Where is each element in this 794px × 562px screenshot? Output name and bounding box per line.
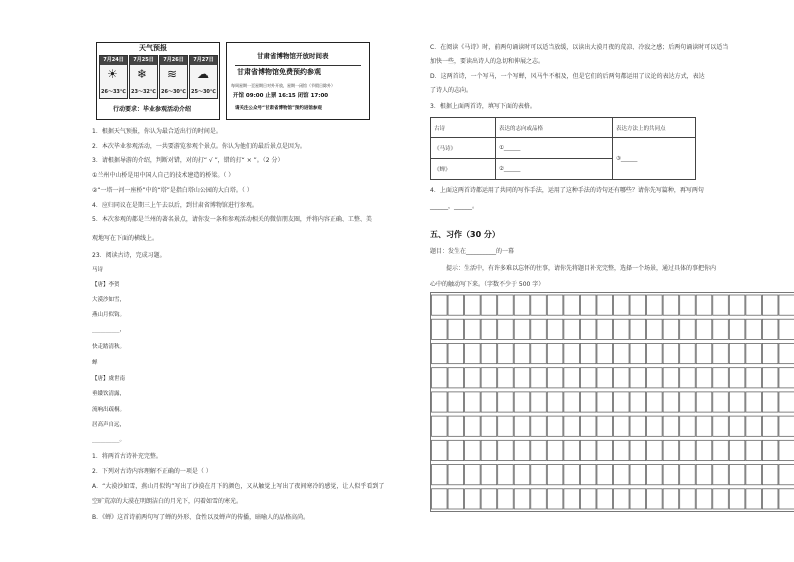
grid-cell[interactable]	[746, 368, 762, 388]
weather-day-3: 7月26日 ≋ 26～30℃	[159, 55, 188, 99]
grid-cell[interactable]	[680, 295, 696, 315]
grid-cell[interactable]	[630, 489, 646, 509]
grid-cell[interactable]	[663, 416, 679, 436]
left-q3: 3．请根据导游的介绍，判断对错，对的打“ √ ”，错的打“ × ”。（2 分）	[92, 157, 284, 164]
table-header-common: 表达方法上的共同点	[613, 118, 696, 138]
grid-cell[interactable]	[432, 343, 448, 363]
poem2-line2: 流响出疏桐。	[92, 407, 126, 413]
grid-cell[interactable]	[713, 465, 729, 485]
grid-cell[interactable]	[498, 319, 514, 339]
grid-cell[interactable]	[531, 319, 547, 339]
table-common-answer[interactable]: ③______	[613, 138, 696, 180]
grid-cell[interactable]	[762, 416, 778, 436]
grid-cell[interactable]	[614, 465, 630, 485]
grid-cell[interactable]	[647, 392, 663, 412]
section-5-heading: 五、习作（30 分）	[430, 230, 500, 239]
poem2-title: 蝉	[92, 360, 98, 366]
option-a-line1: A．“大漠沙如雪，燕山月似钩”写出了沙漠在月下的颜色，又从触觉上写出了夜间寒冷的感觉，让人似乎看到了	[92, 483, 385, 490]
grid-cell[interactable]	[647, 465, 663, 485]
grid-cell[interactable]	[729, 368, 745, 388]
table-row-answer[interactable]: ②______	[496, 159, 613, 180]
grid-cell[interactable]	[498, 392, 514, 412]
grid-cell[interactable]	[779, 465, 794, 485]
grid-cell[interactable]	[746, 465, 762, 485]
grid-cell[interactable]	[597, 392, 613, 412]
grid-cell[interactable]	[547, 319, 563, 339]
grid-cell[interactable]	[614, 343, 630, 363]
grid-cell[interactable]	[448, 465, 464, 485]
grid-cell[interactable]	[630, 416, 646, 436]
grid-cell[interactable]	[498, 416, 514, 436]
right-q4-line2[interactable]: ______，______。	[430, 203, 479, 210]
grid-cell[interactable]	[663, 392, 679, 412]
grid-cell[interactable]	[696, 440, 712, 460]
grid-cell[interactable]	[779, 319, 794, 339]
grid-cell[interactable]	[647, 319, 663, 339]
grid-cell[interactable]	[465, 465, 481, 485]
grid-cell[interactable]	[696, 295, 712, 315]
grid-cell[interactable]	[597, 319, 613, 339]
left-q5a: 5．本次参观的都是兰州的著名景点，请你发一条和参观活动相关的微信朋友圈，并将内容正确、工整、美	[92, 216, 372, 223]
grid-cell[interactable]	[564, 368, 580, 388]
grid-cell[interactable]	[514, 368, 530, 388]
poem2-line4[interactable]: __________。	[92, 437, 126, 443]
grid-cell[interactable]	[597, 295, 613, 315]
grid-cell[interactable]	[696, 368, 712, 388]
table-row-poem: 《蝉》	[431, 159, 496, 180]
grid-cell[interactable]	[547, 392, 563, 412]
grid-cell[interactable]	[465, 392, 481, 412]
grid-cell[interactable]	[432, 368, 448, 388]
grid-cell[interactable]	[580, 489, 596, 509]
grid-cell[interactable]	[481, 343, 497, 363]
grid-cell[interactable]	[465, 416, 481, 436]
grid-cell[interactable]	[580, 392, 596, 412]
grid-cell[interactable]	[465, 319, 481, 339]
grid-cell[interactable]	[547, 440, 563, 460]
grid-cell[interactable]	[514, 319, 530, 339]
grid-cell[interactable]	[564, 392, 580, 412]
grid-cell[interactable]	[580, 319, 596, 339]
grid-cell[interactable]	[713, 319, 729, 339]
grid-cell[interactable]	[448, 295, 464, 315]
grid-cell[interactable]	[762, 319, 778, 339]
grid-cell[interactable]	[481, 368, 497, 388]
grid-cell[interactable]	[514, 295, 530, 315]
grid-cell[interactable]	[432, 416, 448, 436]
grid-cell[interactable]	[663, 440, 679, 460]
grid-cell[interactable]	[580, 368, 596, 388]
grid-cell[interactable]	[448, 440, 464, 460]
grid-cell[interactable]	[663, 319, 679, 339]
grid-cell[interactable]	[498, 489, 514, 509]
grid-cell[interactable]	[647, 489, 663, 509]
grid-cell[interactable]	[531, 392, 547, 412]
right-q4-line1: 4．上面这两首诗都运用了共同的写作手法，运用了这种手法的诗句还有哪些？请你先写篇种，再写两句	[430, 187, 704, 194]
poem1-author: 【唐】李贺	[92, 282, 120, 288]
museum-title: 甘肃省博物馆开放时间表	[257, 52, 329, 60]
grid-cell[interactable]	[779, 295, 794, 315]
grid-cell[interactable]	[779, 440, 794, 460]
grid-cell[interactable]	[762, 489, 778, 509]
grid-cell[interactable]	[481, 489, 497, 509]
left-q2: 2．本次毕业参观活动，一共要游览参观个景点。你认为他们的最后景点是因为。	[92, 143, 306, 150]
grid-cell[interactable]	[531, 465, 547, 485]
grid-cell[interactable]	[762, 392, 778, 412]
grid-cell[interactable]	[498, 343, 514, 363]
grid-cell[interactable]	[680, 319, 696, 339]
grid-cell[interactable]	[597, 440, 613, 460]
grid-cell[interactable]	[762, 440, 778, 460]
poem2-author: 【唐】虞世南	[92, 376, 126, 382]
grid-cell[interactable]	[729, 465, 745, 485]
left-q5b: 观地写在下面的横线上。	[92, 235, 159, 242]
grid-cell[interactable]	[713, 416, 729, 436]
grid-cell[interactable]	[448, 319, 464, 339]
grid-cell[interactable]	[779, 489, 794, 509]
grid-cell[interactable]	[713, 440, 729, 460]
snow-rain-icon: ❄	[137, 67, 148, 81]
grid-cell[interactable]	[465, 343, 481, 363]
grid-cell[interactable]	[465, 368, 481, 388]
grid-cell[interactable]	[580, 416, 596, 436]
grid-cell[interactable]	[762, 295, 778, 315]
grid-cell[interactable]	[696, 489, 712, 509]
museum-note: 每周星期一至星期日对外开放，星期一闭馆（节假日除外）	[231, 83, 335, 88]
grid-cell[interactable]	[647, 368, 663, 388]
grid-cell[interactable]	[481, 440, 497, 460]
grid-cell[interactable]	[713, 392, 729, 412]
poem2-line3: 居高声自远，	[92, 422, 126, 428]
museum-footer: 请关注公众号“甘肃省博物馆”预约进馆参观	[235, 106, 322, 111]
grid-cell[interactable]	[746, 319, 762, 339]
grid-cell[interactable]	[448, 343, 464, 363]
grid-cell[interactable]	[531, 343, 547, 363]
grid-cell[interactable]	[729, 416, 745, 436]
grid-cell[interactable]	[564, 440, 580, 460]
cloud-rain-icon: ☁	[197, 67, 209, 81]
grid-cell[interactable]	[680, 416, 696, 436]
poem1-line2: 燕山月似钩。	[92, 312, 126, 318]
grid-cell[interactable]	[514, 489, 530, 509]
grid-cell[interactable]	[514, 440, 530, 460]
essay-hint-line2: 心中的触动写下来。（字数不少于 500 字）	[430, 281, 545, 288]
grid-cell[interactable]	[762, 368, 778, 388]
grid-cell[interactable]	[746, 295, 762, 315]
left-q23: 23．阅读古诗，完成习题。	[92, 252, 166, 259]
weather-footer: 行动要求：毕业参观活动介绍	[113, 106, 192, 113]
grid-cell[interactable]	[432, 465, 448, 485]
grid-cell[interactable]	[779, 392, 794, 412]
grid-cell[interactable]	[597, 465, 613, 485]
grid-cell[interactable]	[597, 489, 613, 509]
essay-hint-line1: 提示：生活中，有许多难以忘怀的往事，请你先将题目补充完整，选择一个场景，通过具体的事把你内	[446, 265, 717, 272]
grid-cell[interactable]	[531, 416, 547, 436]
poem1-line3[interactable]: __________，	[92, 327, 126, 333]
grid-cell[interactable]	[514, 392, 530, 412]
left-q3b: ②“一塔一河一座桥”中的“塔”是指白塔山公园的大白塔。（ ）	[92, 187, 253, 194]
option-c-line2: 加快一些，要读出诗人的急切和伸展之志。	[430, 58, 545, 65]
grid-cell[interactable]	[762, 465, 778, 485]
grid-cell[interactable]	[630, 392, 646, 412]
grid-cell[interactable]	[630, 343, 646, 363]
grid-cell[interactable]	[614, 489, 630, 509]
grid-cell[interactable]	[696, 416, 712, 436]
left-q3a: ①兰州中山桥是用中国人自己的技术建造的桥梁。（ ）	[92, 172, 235, 179]
grid-cell[interactable]	[547, 343, 563, 363]
grid-cell[interactable]	[663, 343, 679, 363]
grid-cell[interactable]	[448, 392, 464, 412]
grid-cell[interactable]	[680, 368, 696, 388]
grid-cell[interactable]	[713, 295, 729, 315]
grid-cell[interactable]	[630, 319, 646, 339]
grid-cell[interactable]	[580, 465, 596, 485]
grid-cell[interactable]	[564, 416, 580, 436]
essay-grid-cells	[431, 293, 794, 511]
option-d-line1: D．这两首诗，一个写马，一个写蝉，风马牛不相及，但是它们的后两句都运用了议论的表达方式，表达	[430, 73, 705, 80]
option-d-line2: 了诗人的志向。	[430, 87, 473, 94]
grid-cell[interactable]	[597, 416, 613, 436]
grid-cell[interactable]	[481, 319, 497, 339]
answer-table	[430, 117, 696, 180]
grid-cell[interactable]	[531, 489, 547, 509]
table-row-answer[interactable]: ①______	[496, 138, 613, 159]
grid-cell[interactable]	[597, 343, 613, 363]
grid-cell[interactable]	[680, 465, 696, 485]
fog-icon: ≋	[167, 67, 178, 81]
grid-cell[interactable]	[647, 440, 663, 460]
grid-cell[interactable]	[696, 392, 712, 412]
poem1-line1: 大漠沙如雪，	[92, 297, 126, 303]
grid-cell[interactable]	[696, 319, 712, 339]
grid-cell[interactable]	[531, 368, 547, 388]
grid-cell[interactable]	[432, 392, 448, 412]
grid-cell[interactable]	[663, 368, 679, 388]
grid-cell[interactable]	[531, 440, 547, 460]
sub-q1: 1．将两首古诗补充完整。	[92, 453, 162, 460]
grid-cell[interactable]	[597, 368, 613, 388]
left-q1: 1．根据天气预报，你认为最合适出行的时间是。	[92, 128, 222, 135]
grid-cell[interactable]	[746, 343, 762, 363]
grid-cell[interactable]	[448, 416, 464, 436]
grid-cell[interactable]	[746, 440, 762, 460]
grid-cell[interactable]	[531, 295, 547, 315]
grid-cell[interactable]	[614, 368, 630, 388]
grid-cell[interactable]	[680, 343, 696, 363]
grid-cell[interactable]	[663, 465, 679, 485]
grid-cell[interactable]	[729, 440, 745, 460]
grid-cell[interactable]	[663, 489, 679, 509]
grid-cell[interactable]	[547, 416, 563, 436]
grid-cell[interactable]	[680, 392, 696, 412]
grid-cell[interactable]	[647, 416, 663, 436]
grid-cell[interactable]	[713, 368, 729, 388]
grid-cell[interactable]	[729, 295, 745, 315]
essay-topic[interactable]: 题目：发生在__________的一幕	[430, 248, 515, 255]
grid-cell[interactable]	[547, 368, 563, 388]
grid-cell[interactable]	[746, 392, 762, 412]
grid-cell[interactable]	[630, 465, 646, 485]
weather-day-2: 7月25日 ❄ 23～32℃	[129, 55, 158, 99]
grid-cell[interactable]	[514, 343, 530, 363]
grid-cell[interactable]	[448, 368, 464, 388]
grid-cell[interactable]	[729, 489, 745, 509]
weather-poster	[96, 42, 220, 120]
museum-times: 开馆 09:00 止票 16:15 闭馆 17:00	[233, 93, 329, 99]
left-q4: 4．应归同议在是期三上午去以后，到甘肃省博物馆进行参观。	[92, 202, 258, 209]
right-q3: 3．根据上面两首诗，填写下面的表格。	[430, 103, 536, 110]
grid-cell[interactable]	[663, 295, 679, 315]
museum-poster	[226, 42, 370, 120]
grid-cell[interactable]	[614, 440, 630, 460]
grid-cell[interactable]	[564, 319, 580, 339]
grid-cell[interactable]	[481, 416, 497, 436]
grid-cell[interactable]	[498, 465, 514, 485]
sub-q2: 2．下列对古诗内容理解不正确的一项是（ ）	[92, 468, 212, 475]
option-c-line1: C．在阅读《马诗》时，前两句诵读时可以适当放缓，以读出大漠月夜的荒凉、冷寂之感；后两句诵读时可以适当	[430, 44, 729, 51]
grid-cell[interactable]	[779, 416, 794, 436]
grid-cell[interactable]	[564, 489, 580, 509]
grid-cell[interactable]	[614, 295, 630, 315]
grid-cell[interactable]	[481, 295, 497, 315]
grid-cell[interactable]	[779, 368, 794, 388]
grid-cell[interactable]	[432, 440, 448, 460]
grid-cell[interactable]	[547, 489, 563, 509]
grid-cell[interactable]	[713, 343, 729, 363]
essay-writing-grid[interactable]	[430, 292, 794, 512]
museum-divider	[235, 65, 361, 66]
poem1-title: 马诗	[92, 267, 104, 273]
grid-cell[interactable]	[647, 295, 663, 315]
sun-cloud-rain-icon: ☀	[107, 67, 118, 81]
grid-cell[interactable]	[465, 489, 481, 509]
grid-cell[interactable]	[498, 295, 514, 315]
option-b: B．《蝉》这首诗前两句写了蝉的外形、食性以及蝉声的传播，暗喻人的品格高尚。	[92, 514, 310, 521]
weather-day-4: 7月27日 ☁ 25～30℃	[189, 55, 218, 99]
grid-cell[interactable]	[432, 295, 448, 315]
grid-cell[interactable]	[680, 489, 696, 509]
poem1-line4: 快走踏清秋。	[92, 344, 126, 350]
weather-day-1: 7月24日 ☀ 26～33℃	[99, 55, 128, 99]
grid-cell[interactable]	[762, 343, 778, 363]
table-row-poem: 《马诗》	[431, 138, 496, 159]
grid-cell[interactable]	[630, 368, 646, 388]
grid-cell[interactable]	[680, 440, 696, 460]
grid-cell[interactable]	[514, 465, 530, 485]
grid-cell[interactable]	[481, 392, 497, 412]
option-a-line2: 空旷荒凉的大漠在明朗洁白的月光下，闪着如雪的寒光。	[92, 498, 243, 505]
grid-cell[interactable]	[547, 465, 563, 485]
grid-cell[interactable]	[498, 440, 514, 460]
grid-cell[interactable]	[729, 392, 745, 412]
grid-cell[interactable]	[564, 295, 580, 315]
grid-cell[interactable]	[564, 343, 580, 363]
table-header-poem: 古诗	[431, 118, 496, 138]
grid-cell[interactable]	[729, 343, 745, 363]
grid-cell[interactable]	[547, 295, 563, 315]
grid-cell[interactable]	[448, 489, 464, 509]
grid-cell[interactable]	[713, 489, 729, 509]
grid-cell[interactable]	[432, 489, 448, 509]
table-header-aspiration: 表达的志向或品格	[496, 118, 613, 138]
grid-cell[interactable]	[746, 489, 762, 509]
grid-cell[interactable]	[580, 440, 596, 460]
grid-cell[interactable]	[432, 319, 448, 339]
grid-cell[interactable]	[498, 368, 514, 388]
poem2-line1: 垂緌饮清露，	[92, 391, 126, 397]
grid-cell[interactable]	[696, 343, 712, 363]
grid-cell[interactable]	[746, 416, 762, 436]
grid-cell[interactable]	[580, 343, 596, 363]
grid-cell[interactable]	[630, 295, 646, 315]
grid-cell[interactable]	[614, 392, 630, 412]
grid-cell[interactable]	[614, 416, 630, 436]
grid-cell[interactable]	[696, 465, 712, 485]
grid-cell[interactable]	[779, 343, 794, 363]
grid-cell[interactable]	[564, 465, 580, 485]
grid-cell[interactable]	[630, 440, 646, 460]
grid-cell[interactable]	[729, 319, 745, 339]
grid-cell[interactable]	[481, 465, 497, 485]
grid-cell[interactable]	[614, 319, 630, 339]
grid-cell[interactable]	[580, 295, 596, 315]
grid-cell[interactable]	[465, 295, 481, 315]
grid-cell[interactable]	[514, 416, 530, 436]
weather-title: 天气预报	[139, 44, 167, 52]
museum-subtitle: 甘肃省博物馆免费预约参观	[237, 68, 321, 76]
grid-cell[interactable]	[465, 440, 481, 460]
grid-cell[interactable]	[647, 343, 663, 363]
